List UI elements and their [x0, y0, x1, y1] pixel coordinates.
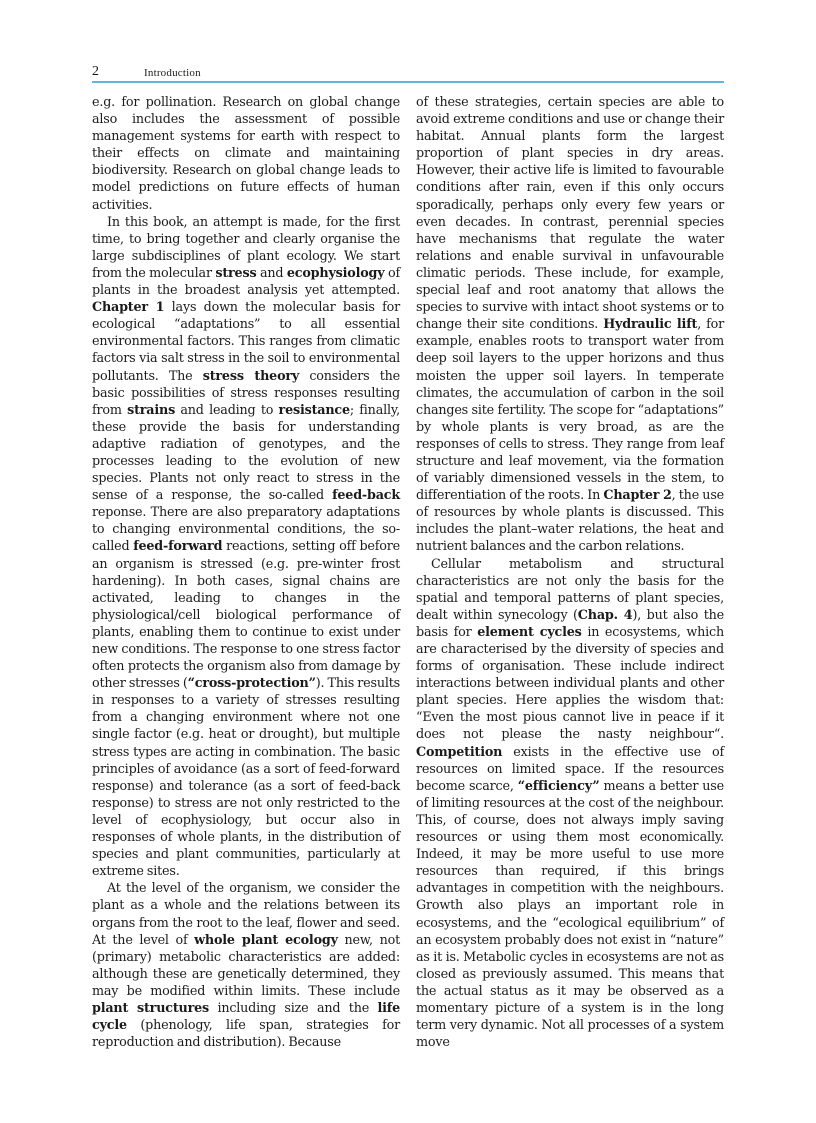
paragraph: In this book, an attempt is made, for the first time, to bring together and clearly organise the large subdisciplines of plant ecology. We start from the molecular stress and ecophysiology of plants in the broadest analysis yet attempted. Chapter 1 lays down the molecular basis for ecological “adaptations” to all essential environmental factors. This ranges from climatic factors via salt stress in the soil to environmental pollutants. The stress theory considers the basic possibilities of stress responses resulting from strains and leading to resistance; finally, these provide the basis for understanding adaptive radiation of genotypes, and the processes leading to the evolution of new species. Plants not only react to stress in the sense of a response, the so-called feed-back reponse. There are also preparatory adaptations to changing environmental conditions, the so-called feed-forward reactions, setting off before an organism is stressed (e.g. pre-winter frost hardening). In both cases, signal chains are activated, leading to changes in the physiological/cell biological performance of plants, enabling them to continue to exist under new conditions. The response to one stress factor often protects the organism also from damage by other stresses (“cross-protection”). This results in responses to a variety of stresses resulting from a changing environment where not one single factor (e.g. heat or drought), but multiple stress types are acting in combination. The basic principles of avoidance (as a sort of feed-forward response) and tolerance (as a sort of feed-back response) to stress are not only restricted to the level of ecophysiology, but occur also in responses of whole plants, in the distribution of species and plant communities, particularly at extreme sites. — [92, 214, 401, 880]
paragraph: Cellular metabolism and structural characteristics are not only the basis for the spatial and temporal patterns of plant species, dealt within synecology (Chap. 4), but also the basis for element cycles in ecosystems, which are characterised by the diversity of species and forms of organisation. These include indirect interactions between individual plants and other plant species. Here applies the wisdom that: “Even the most pious cannot live in peace if it does not please the nasty neighbour“. Competition exists in the effective use of resources on limited space. If the resources become scarce, “efficiency” means a better use of limiting resources at the cost of the neighbour. This, of course, does not always imply saving resources or using them most economically. Indeed, it may be more useful to use more resources than required, if this brings advantages in competition with the neighbours. Growth also plays an important role in ecosystems, and the “ecological equilibrium” of an ecosystem probably does not exist in “nature” as it is. Metabolic cycles in ecosystems are not as closed as previously assumed. This means that the actual status as it may be observed as a momentary picture of a system is in the long term very dynamic. Not all processes of a system move — [416, 556, 724, 1051]
bold-term: “cross-protection” — [187, 676, 316, 692]
bold-term: strains — [127, 402, 176, 418]
running-head-title: Introduction — [144, 67, 201, 79]
right-column — [416, 94, 724, 1051]
paragraph: e.g. for pollination. Research on global change also includes the assessment of possible management systems for earth with respect to their effects on climate and maintaining biodiversity. Research on global change leads to model predictions on future effects of human activities. — [92, 95, 400, 213]
bold-term: “efficiency” — [517, 778, 600, 794]
bold-term: Chapter 1 — [92, 300, 165, 316]
bold-term: stress — [215, 265, 257, 281]
bold-term: resistance — [278, 402, 350, 418]
bold-term: Chap. 4 — [577, 607, 633, 623]
bold-term: Hydraulic lift — [603, 317, 698, 333]
bold-term: Chapter 2 — [603, 488, 672, 504]
left-column — [92, 94, 400, 1051]
bold-term: ecophysiology — [286, 265, 385, 281]
bold-term: whole plant ecology — [194, 932, 338, 948]
paragraph: At the level of the organism, we consider the plant as a whole and the relations between its organs from the root to the leaf, flower and seed. At the level of whole plant ecology new, not (primary) metabolic characteristics are added: although these are genetically determined, they may be modified within limits. These include plant structures including size and the life cycle (phenology, life span, strategies for reproduction and distribution). Because — [92, 881, 400, 1051]
bold-term: stress theory — [202, 368, 300, 384]
bold-term: feed-forward — [133, 539, 223, 555]
bold-term: plant structures — [92, 1000, 209, 1016]
running-header — [92, 64, 724, 82]
bold-term: Competition — [416, 744, 503, 760]
header-rule — [92, 81, 724, 83]
bold-term: element cycles — [477, 624, 582, 640]
bold-term: feed-back — [332, 488, 400, 504]
bold-term: life cycle — [92, 1000, 400, 1034]
paragraph: of these strategies, certain species are able to avoid extreme conditions and use or change their habitat. Annual plants form the largest proportion of plant species in dry areas. However, their active life is limited to favourable conditions after rain, even if this only occurs sporadically, perhaps only every few years or even decades. In contrast, perennial species have mechanisms that regulate the water relations and enable survival in unfavourable climatic periods. These include, for example, special leaf and root anatomy that allows the species to survive with intact shoot systems or to change their site conditions. Hydraulic lift, for example, enables roots to transport water from deep soil layers to the upper horizons and thus moisten the upper soil layers. In temperate climates, the accumulation of carbon in the soil changes site fertility. The scope for “adaptations” by whole plants is very broad, as are the responses of cells to stress. They range from leaf structure and leaf movement, via the formation of variably dimensioned vessels in the stem, to differentiation of the roots. In Chapter 2, the use of resources by whole plants is discussed. This includes the plant–water relations, the heat and nutrient balances and the carbon relations. — [416, 95, 725, 555]
page-number: 2 — [92, 64, 99, 79]
